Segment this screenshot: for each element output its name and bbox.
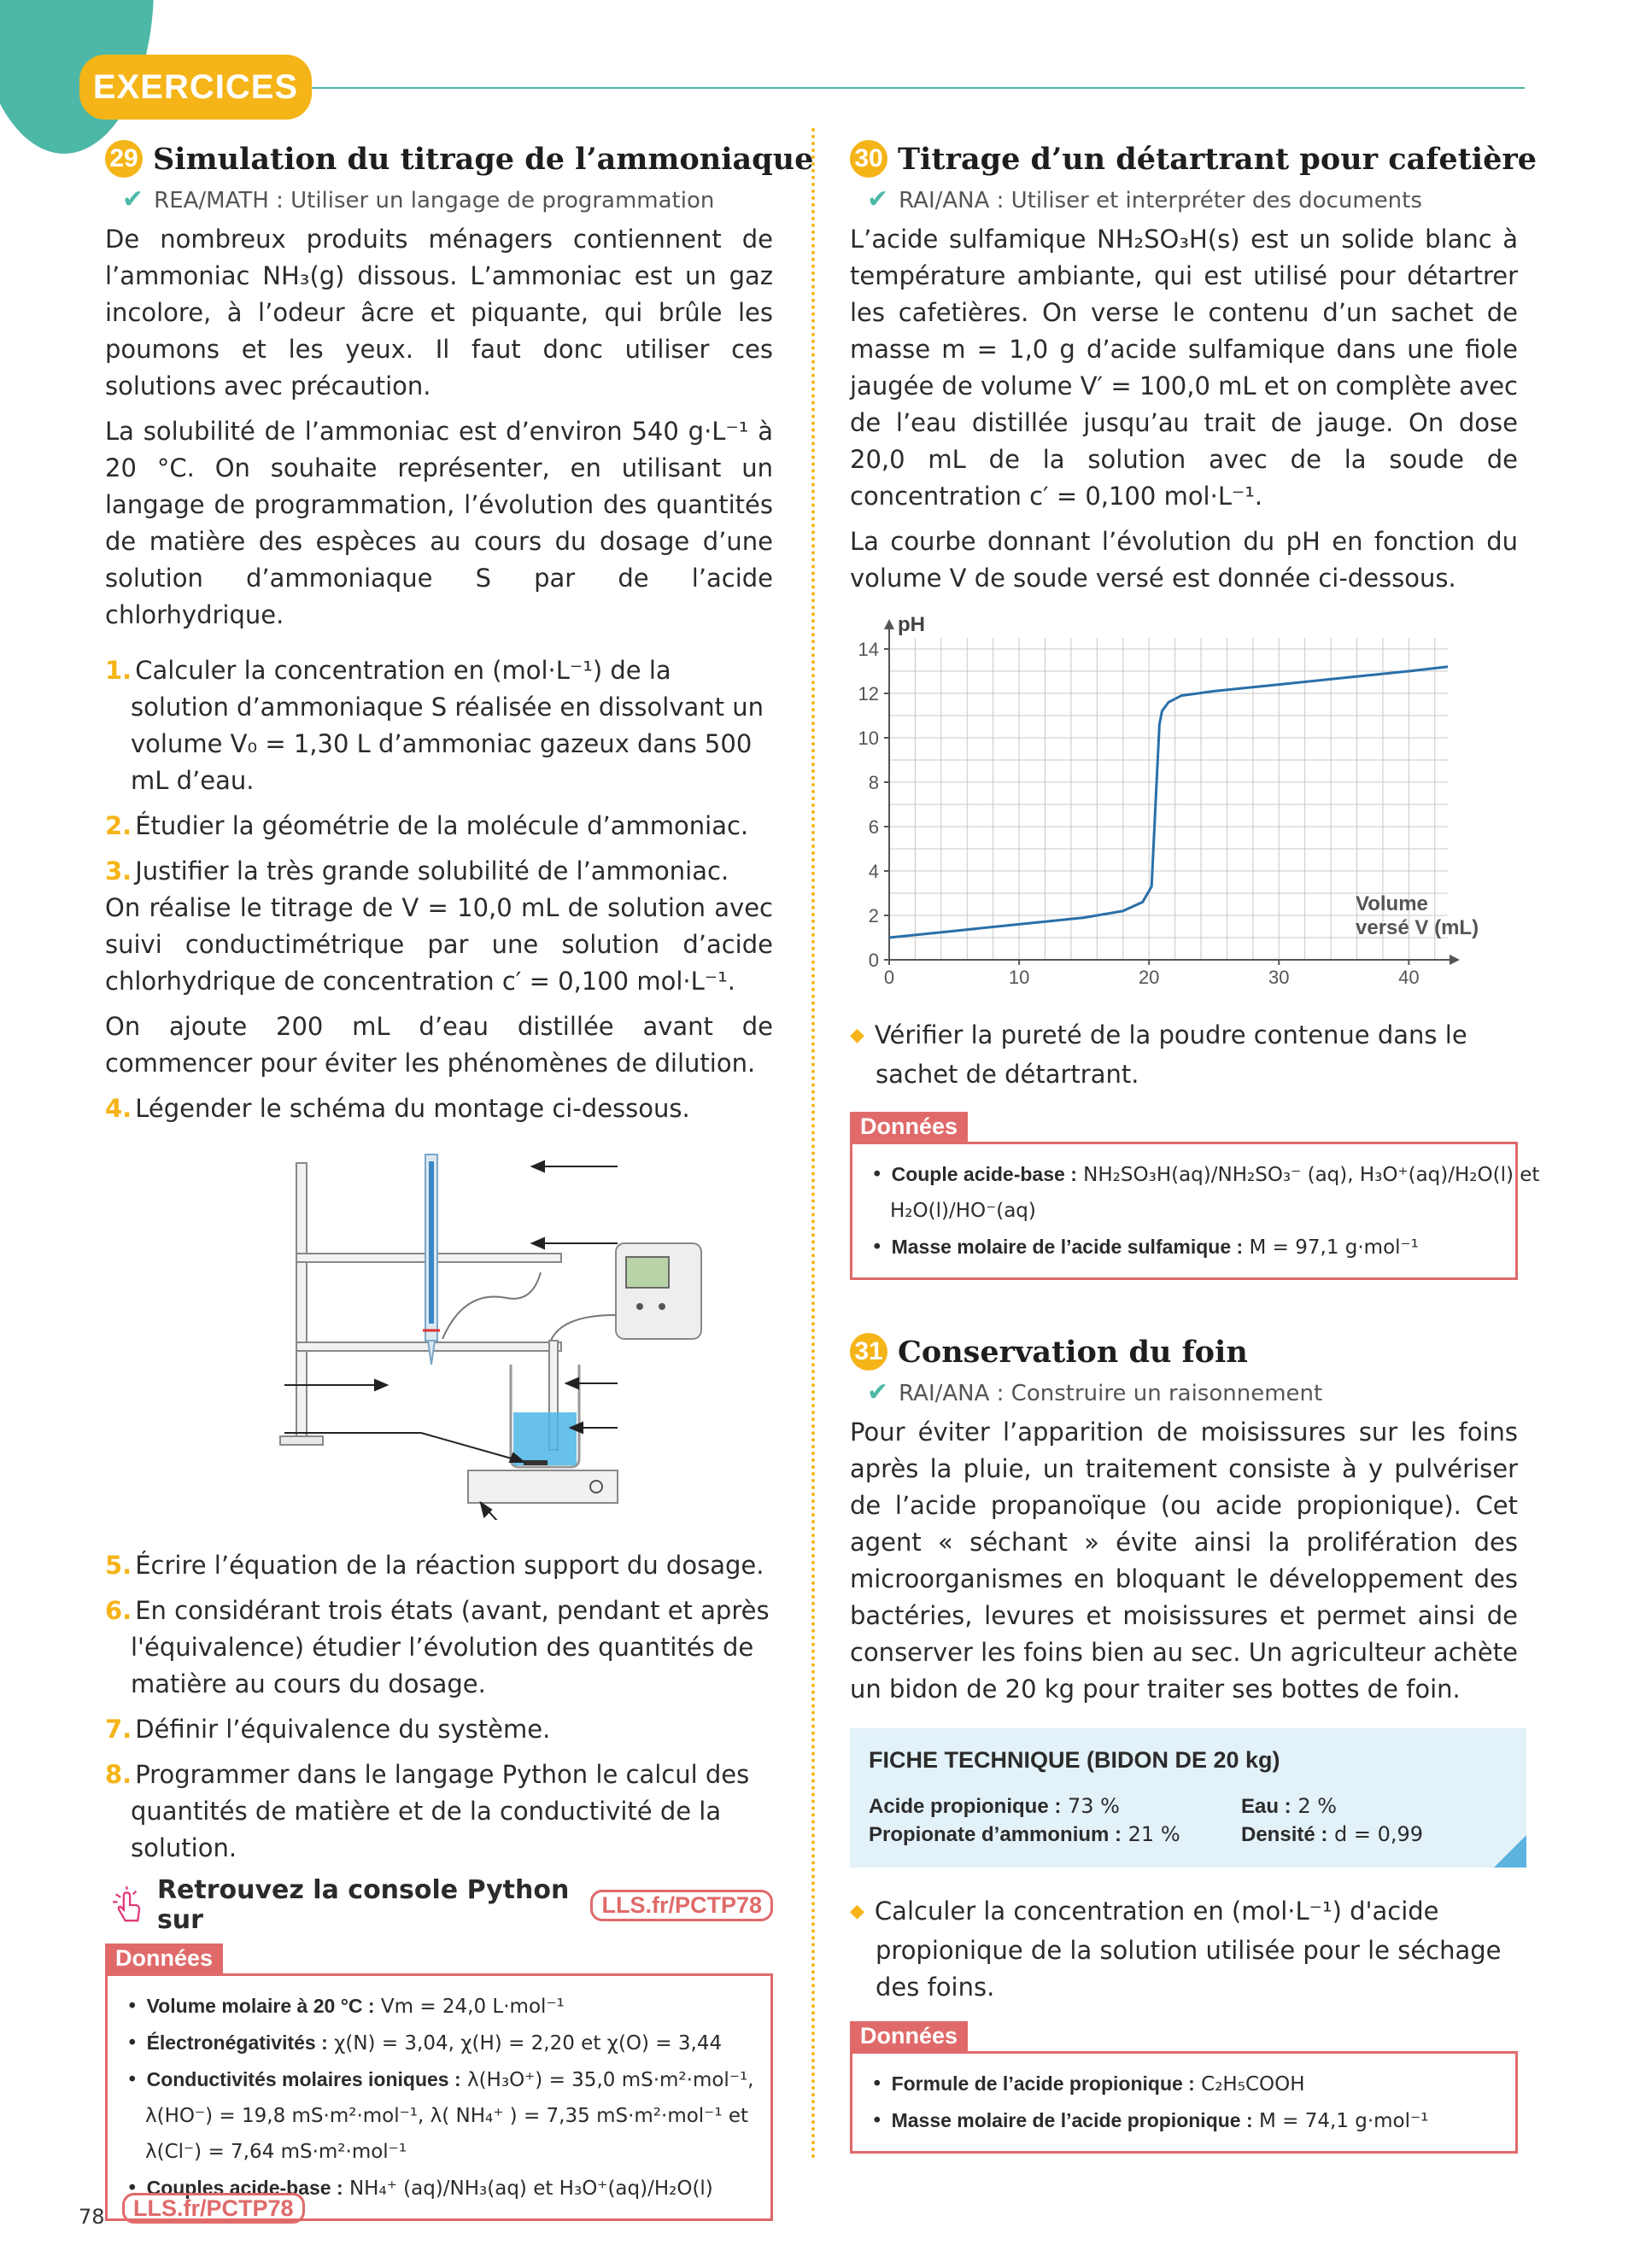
question-text: Définir l’équivalence du système.: [135, 1715, 551, 1744]
footer-link-wrap: [122, 2195, 305, 2222]
donnees-box: [105, 1973, 773, 2221]
x-axis-arrow: [1450, 955, 1460, 965]
skill-line: [867, 1377, 1518, 1407]
question-text: En considérant trois états (avant, pendant et après l'équivalence) étudier l’évolution des quantités de matière au cours du dosage.: [131, 1596, 770, 1698]
sheet-value: d = 0,99: [1334, 1822, 1424, 1846]
donnees-text: NH₄⁺ (aq)/NH₃(aq) et H₃O⁺(aq)/H₂O(l): [348, 2177, 713, 2200]
question-number: 7.: [105, 1715, 132, 1744]
diamond-bullet-icon: ◆: [850, 1901, 864, 1922]
exercise-31: [850, 1330, 1518, 2154]
y-tick-label: 2: [868, 905, 879, 926]
question-number: 8.: [105, 1760, 132, 1789]
donnees-item: [126, 1988, 755, 2025]
top-rule: [312, 87, 1525, 89]
donnees-text: χ(N) = 3,04, χ(H) = 2,20 et χ(O) = 3,44: [334, 2032, 723, 2055]
question-number: 2.: [105, 811, 132, 840]
sheet-label: Propionate d’ammonium :: [869, 1823, 1122, 1846]
exercise-number: 30: [850, 140, 887, 178]
sheet-item: [869, 1792, 1241, 1821]
intro-paragraph: De nombreux produits ménagers contiennent de l’ammoniac NH₃(g) dissous. L’ammoniac est un gaz incolore, à l’odeur âcre et piquante, qui brûle les poumons et les yeux. Il faut donc utiliser ces solutions avec précaution.: [105, 225, 773, 400]
donnees-label: Conductivités molaires ioniques :: [146, 2068, 461, 2090]
donnees-box: [850, 1142, 1540, 1280]
footer-link[interactable]: LLS.fr/PCTP78: [122, 2193, 305, 2224]
x-tick-label: 10: [1008, 967, 1030, 988]
question: [850, 1017, 1518, 1093]
sheet-label: Densité :: [1241, 1823, 1328, 1846]
donnees-item: [871, 2102, 1500, 2139]
x-axis-label-line1: Volume: [1356, 892, 1428, 915]
sheet-value: 21 %: [1128, 1822, 1180, 1846]
donnees-continuation: λ(Cl⁻) = 7,64 mS·m²·mol⁻¹: [145, 2141, 407, 2163]
donnees-item: [126, 2061, 755, 2098]
question-number: 1.: [105, 656, 132, 685]
question: [105, 853, 773, 890]
intro-paragraph: Pour éviter l’apparition de moisissures sur les foins après la pluie, un traitement consiste à y pulvériser de l’acide propanoïque (ou acide propionique). Cet agent « séchant » évite ainsi la prolifération des microorganismes en bloquant le développement des bactéries, levures et moisissures et permet ainsi de conserver les foins bien au sec. Un agriculteur achète un bidon de 20 kg pour traiter ses bottes de foin.: [850, 1418, 1518, 1704]
donnees-label: Masse molaire de l’acide propionique :: [891, 2109, 1253, 2131]
skill-text: REA/MATH : Utiliser un langage de programmation: [154, 188, 715, 213]
donnees-tag: Données: [850, 2021, 968, 2051]
y-axis-arrow: [884, 619, 894, 629]
donnees-text: Vm = 24,0 L·mol⁻¹: [380, 1996, 565, 2018]
donnees-continuation: λ(HO⁻) = 19,8 mS·m²·mol⁻¹, λ( NH₄⁺ ) = 7,35 mS·m²·mol⁻¹ et: [145, 2105, 749, 2127]
click-hand-icon: [105, 1885, 149, 1926]
donnees-tag: Données: [850, 1112, 968, 1142]
donnees-label: Électronégativités :: [146, 2031, 328, 2054]
question: [105, 652, 773, 799]
exercise-header: [105, 137, 814, 181]
donnees-box: [850, 2051, 1518, 2154]
exercise-29: [105, 137, 814, 2221]
y-tick-label: 6: [868, 816, 879, 838]
question-number: 3.: [105, 856, 132, 886]
intro-paragraph: La courbe donnant l’évolution du pH en fonction du volume V de soude versé est donnée ci-dessous.: [850, 527, 1518, 593]
python-console-line: [105, 1875, 773, 1935]
exercise-title: Simulation du titrage de l’ammoniaque: [153, 141, 814, 177]
skill-text: RAI/ANA : Utiliser et interpréter des documents: [899, 188, 1422, 213]
corner-fold-icon: [1494, 1835, 1526, 1868]
y-tick-label: 4: [868, 861, 879, 882]
donnees-label: Couple acide-base :: [891, 1163, 1077, 1185]
donnees-item: [126, 2025, 755, 2061]
x-tick-label: 20: [1138, 967, 1160, 988]
skill-line: [867, 184, 1518, 214]
technical-sheet-title: FICHE TECHNIQUE (BIDON DE 20 kg): [869, 1747, 1280, 1773]
question-text: Calculer la concentration en (mol·L⁻¹) d'acide propionique de la solution utilisée pour le séchage des foins.: [874, 1897, 1502, 2002]
x-tick-label: 40: [1398, 967, 1420, 988]
question-text: Vérifier la pureté de la poudre contenue dans le sachet de détartrant.: [874, 1020, 1467, 1089]
donnees-text: M = 97,1 g·mol⁻¹: [1249, 1236, 1419, 1259]
question-text: Programmer dans le langage Python le calcul des quantités de matière et de la conductivité de la solution.: [131, 1760, 750, 1862]
exercise-30: [850, 137, 1540, 2154]
question: [105, 808, 773, 845]
sheet-label: Acide propionique :: [869, 1795, 1062, 1818]
check-icon: ✔: [867, 184, 889, 214]
titration-setup-diagram: [105, 1136, 773, 1520]
question: [105, 1547, 773, 1584]
x-tick-label: 30: [1268, 967, 1290, 988]
question-text: Calculer la concentration en (mol·L⁻¹) de la solution d’ammoniaque S réalisée en dissolvant un volume V₀ = 1,30 L d’ammoniac gazeux dans 500 mL d’eau.: [131, 656, 764, 795]
y-tick-label: 12: [858, 683, 879, 704]
chart-ticks: [858, 639, 1420, 988]
question: [850, 1893, 1518, 2006]
donnees-item: [871, 2066, 1500, 2102]
exercise-title: Conservation du foin: [898, 1334, 1248, 1370]
body-paragraph: On ajoute 200 mL d’eau distillée avant de commencer pour éviter les phénomènes de dilution.: [105, 1012, 773, 1078]
technical-sheet: [850, 1728, 1526, 1868]
donnees-label: Masse molaire de l’acide sulfamique :: [891, 1236, 1244, 1258]
ph-titration-chart: [850, 605, 1518, 990]
question-number: 4.: [105, 1094, 132, 1123]
question-number: 5.: [105, 1551, 132, 1580]
y-tick-label: 14: [858, 639, 879, 660]
question: [105, 1711, 773, 1748]
check-icon: ✔: [867, 1377, 889, 1407]
exercise-header: [850, 1330, 1518, 1374]
exercise-number: 29: [105, 140, 143, 178]
donnees-item: [871, 1229, 1500, 1266]
skill-text: RAI/ANA : Construire un raisonnement: [899, 1381, 1323, 1406]
question-text: Étudier la géométrie de la molécule d’ammoniac.: [135, 811, 749, 840]
donnees-continuation: H₂O(l)/HO⁻(aq): [890, 1200, 1036, 1222]
donnees-item: [871, 1156, 1540, 1193]
x-axis-label-line2: versé V (mL): [1356, 916, 1479, 939]
question: [105, 1090, 773, 1127]
skill-line: [122, 184, 773, 214]
question-text: Légender le schéma du montage ci-dessous.: [135, 1094, 690, 1123]
page-number: 78: [79, 2205, 105, 2229]
question-text: Justifier la très grande solubilité de l’ammoniac.: [135, 856, 729, 886]
question: [105, 1593, 773, 1703]
sheet-item: [1241, 1792, 1497, 1821]
donnees-text: λ(H₃O⁺) = 35,0 mS·m²·mol⁻¹,: [466, 2069, 754, 2091]
section-tab: EXERCICES: [79, 55, 312, 120]
donnees-label: Volume molaire à 20 °C :: [146, 1995, 375, 2017]
y-tick-label: 8: [868, 772, 879, 793]
sheet-value: 73 %: [1067, 1794, 1120, 1818]
intro-paragraph: L’acide sulfamique NH₂SO₃H(s) est un solide blanc à température ambiante, qui est utilisé pour détartrer les cafetières. On verse le contenu d’un sachet de masse m = 1,0 g d’acide sulfamique dans une fiole jaugée de volume V′ = 100,0 mL et on complète avec de l’eau distillée jusqu’au trait de jauge. On dose 20,0 mL de la solution avec de la soude de concentration c′ = 0,100 mol·L⁻¹.: [850, 225, 1518, 511]
sheet-item: [869, 1821, 1241, 1849]
donnees-tag: Données: [105, 1944, 223, 1973]
intro-paragraph: La solubilité de l’ammoniac est d’environ 540 g·L⁻¹ à 20 °C. On souhaite représenter, en utilisant un langage de programmation, l’évolution des quantités de matière des espèces au cours du dosage d’une solution d’ammoniaque S par de l’acide chlorhydrique.: [105, 417, 773, 629]
donnees-text: NH₂SO₃H(aq)/NH₂SO₃⁻ (aq), H₃O⁺(aq)/H₂O(l) et: [1083, 1164, 1540, 1186]
sheet-label: Eau :: [1241, 1795, 1292, 1818]
question-number: 6.: [105, 1596, 132, 1625]
y-axis-label: pH: [898, 613, 925, 636]
sheet-value: 2 %: [1297, 1794, 1338, 1818]
y-tick-label: 0: [868, 950, 879, 971]
exercise-number: 31: [850, 1333, 887, 1371]
y-tick-label: 10: [858, 728, 879, 749]
question: [105, 1757, 773, 1867]
x-tick-label: 0: [883, 967, 895, 988]
exercise-title: Titrage d’un détartrant pour cafetière: [898, 141, 1538, 177]
sheet-item: [1241, 1821, 1497, 1849]
check-icon: ✔: [122, 184, 144, 214]
donnees-label: Formule de l’acide propionique :: [891, 2072, 1195, 2095]
donnees-label: Couples acide-base :: [146, 2177, 343, 2199]
column-divider: [811, 128, 815, 2160]
python-console-link[interactable]: LLS.fr/PCTP78: [590, 1890, 773, 1921]
exercise-header: [850, 137, 1538, 181]
body-paragraph: On réalise le titrage de V = 10,0 mL de solution avec suivi conductimétrique par une solution d’acide chlorhydrique de concentration c′ = 0,100 mol·L⁻¹.: [105, 893, 773, 996]
python-console-text: Retrouvez la console Python sur: [156, 1875, 570, 1935]
diamond-bullet-icon: ◆: [850, 1025, 864, 1046]
donnees-text: C₂H₅COOH: [1201, 2073, 1305, 2096]
donnees-text: M = 74,1 g·mol⁻¹: [1258, 2110, 1429, 2132]
question-text: Écrire l’équation de la réaction support du dosage.: [135, 1551, 764, 1580]
technical-sheet-grid: [869, 1792, 1508, 1849]
